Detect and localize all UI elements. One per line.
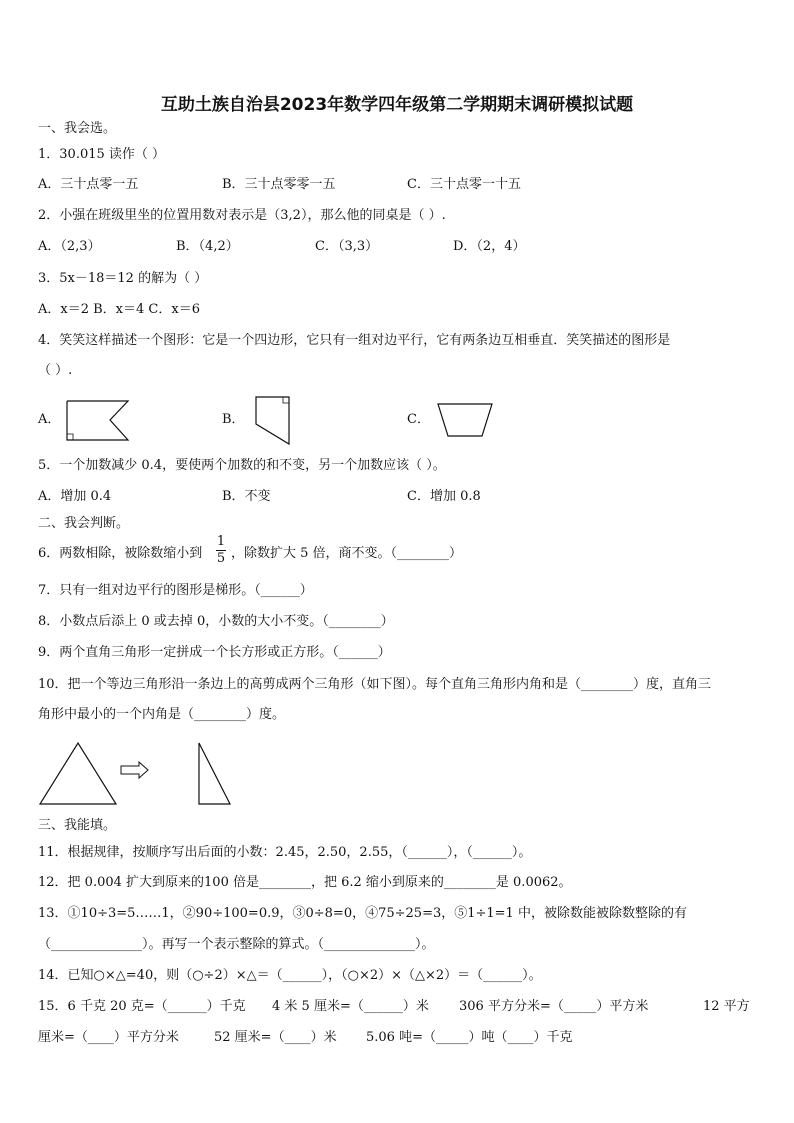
fraction-numerator: 1 <box>216 534 226 549</box>
question-4-stem-line2: （ ）. <box>38 363 73 378</box>
question-10-line1: 10．把一个等边三角形沿一条边上的高剪成两个三角形（如下图）。每个直角三角形内角和是（________）度，直角三 <box>38 677 712 692</box>
question-15-part4: 12 平方 <box>703 999 750 1014</box>
question-1-option-a: A．三十点零一五 <box>38 177 139 192</box>
question-1-option-c: C．三十点零一十五 <box>407 177 521 192</box>
question-5-option-c: C．增加 0.8 <box>407 489 481 504</box>
arrow-icon <box>121 762 148 778</box>
question-5-option-a: A．增加 0.4 <box>38 489 112 504</box>
equilateral-triangle <box>40 743 116 804</box>
question-3-options: A．x＝2 B．x＝4 C．x＝6 <box>38 302 200 317</box>
fraction-denominator: 5 <box>216 551 226 566</box>
question-15-part1: 15．6 千克 20 克=（______）千克 <box>38 999 246 1014</box>
question-15-part5: 厘米=（____）平方分米 <box>38 1030 179 1045</box>
question-13-line2: （______________）。再写一个表示整除的算式。（______________）。 <box>38 937 435 952</box>
question-14: 14．已知○×△=40，则（○÷2）×△＝（______），（○×2）×（△×2）＝（______）。 <box>38 968 542 983</box>
question-12: 12．把 0.004 扩大到原来的100 倍是________，把 6.2 缩小到原来的________是 0.0062。 <box>38 875 572 890</box>
question-15-part7: 5.06 吨=（_____）吨（____）千克 <box>366 1030 573 1045</box>
question-2-option-d: D．（2，4） <box>453 239 526 254</box>
question-7: 7．只有一组对边平行的图形是梯形。（______） <box>38 583 313 598</box>
question-8: 8．小数点后添上 0 或去掉 0，小数的大小不变。（________） <box>38 614 394 629</box>
question-1-option-b: B．三十点零零一五 <box>222 177 336 192</box>
question-1-stem: 1．30.015 读作（ ） <box>38 147 166 162</box>
question-3-stem: 3．5x－18＝12 的解为（ ） <box>38 271 208 286</box>
question-4-stem-line1: 4．笑笑这样描述一个图形：它是一个四边形，它只有一组对边平行，它有两条边互相垂直．笑笑描述的图形是 <box>38 333 671 348</box>
question-2-option-a: A．（2,3） <box>38 239 101 254</box>
right-trapezoid-figure <box>250 393 294 447</box>
trapezoid-figure <box>434 400 496 440</box>
section-heading-fill: 三、我能填。 <box>38 818 117 833</box>
question-15-part3: 306 平方分米=（_____）平方米 <box>459 999 649 1014</box>
question-5-stem: 5．一个加数减少 0.4，要使两个加数的和不变，另一个加数应该（ ）。 <box>38 458 446 473</box>
question-13-line1: 13．①10÷3=5……1，②90÷100=0.9，③0÷8=0，④75÷25=3，⑤1÷1=1 中，被除数能被除数整除的有 <box>38 906 687 921</box>
question-6-post: ，除数扩大 5 倍，商不变。（________） <box>231 546 463 561</box>
question-2-option-c: C．（3,3） <box>315 239 379 254</box>
section-heading-judge: 二、我会判断。 <box>38 516 130 531</box>
question-6-pre: 6．两数相除，被除数缩小到 <box>38 546 203 561</box>
question-5-option-b: B．不变 <box>222 489 271 504</box>
question-15-part2: 4 米 5 厘米=（______）米 <box>272 999 429 1014</box>
triangle-cut-diagram <box>36 740 236 808</box>
question-10-line2: 角形中最小的一个内角是（________）度。 <box>38 707 286 722</box>
question-4-option-c: C． <box>407 412 430 427</box>
fraction-one-fifth <box>213 535 229 566</box>
question-9: 9．两个直角三角形一定拼成一个长方形或正方形。（______） <box>38 645 391 660</box>
question-2-option-b: B．（4,2） <box>176 239 239 254</box>
question-4-option-b: B． <box>222 412 245 427</box>
question-2-stem: 2．小强在班级里坐的位置用数对表示是（3,2），那么他的同桌是（ ）. <box>38 208 446 223</box>
section-heading-choose: 一、我会选。 <box>38 121 117 136</box>
pentagon-figure <box>60 397 132 445</box>
question-4-option-a: A． <box>38 412 61 427</box>
question-11: 11．根据规律，按顺序写出后面的小数：2.45，2.50，2.55，（______），（______）。 <box>38 845 532 860</box>
right-triangle <box>199 743 230 804</box>
question-15-part6: 52 厘米=（____）米 <box>214 1030 337 1045</box>
page-title: 互助土族自治县2023年数学四年级第二学期期末调研模拟试题 <box>160 95 634 115</box>
